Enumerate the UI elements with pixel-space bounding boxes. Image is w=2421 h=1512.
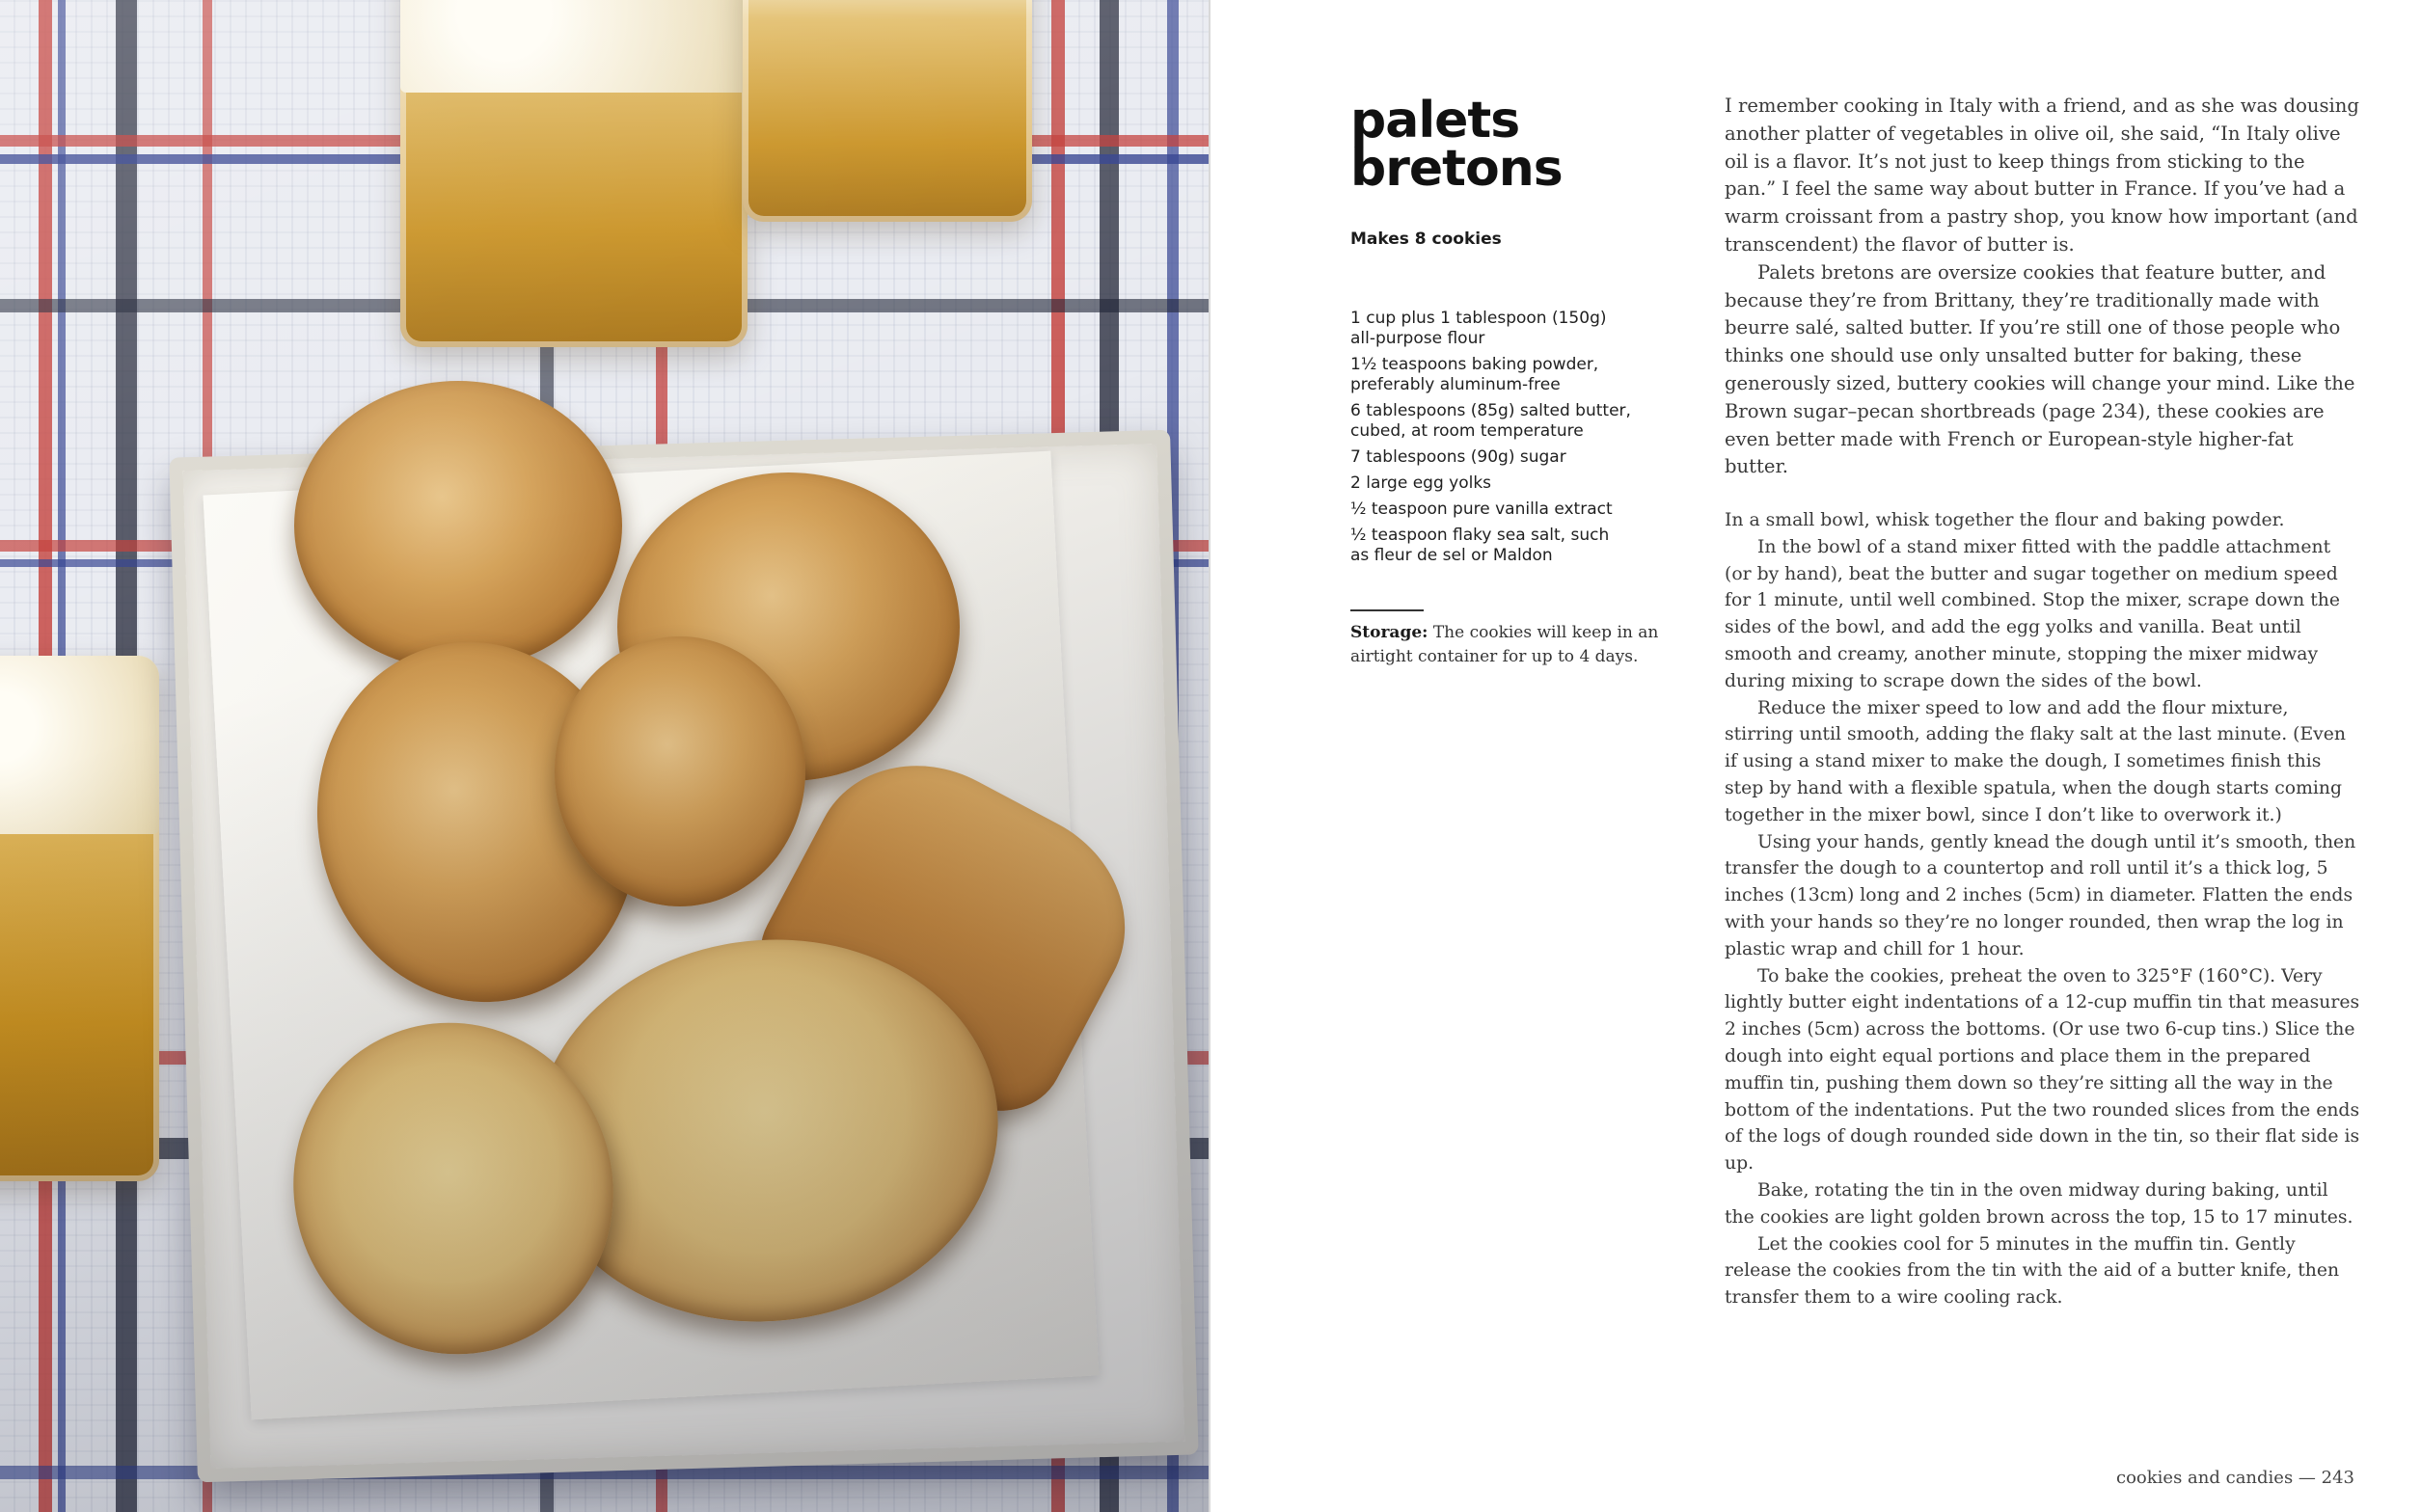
ingredient-item: 1 cup plus 1 tablespoon (150g) all-purpose flour bbox=[1350, 309, 1607, 348]
method-step: Using your hands, gently knead the dough until it’s smooth, then transfer the dough to a countertop and roll until it’s a thick log, 5 inches (13cm) long and 2 inches (5cm) in diameter. Flatten the ends with your hands so they’re no longer rounded, then wrap the log in plastic wrap and chill for 1 hour. bbox=[1725, 831, 2356, 959]
recipe-introduction bbox=[1725, 93, 2361, 481]
storage-note bbox=[1350, 621, 1669, 669]
ingredient-list bbox=[1350, 309, 1659, 572]
storage-label: Storage: bbox=[1350, 623, 1428, 642]
ingredient-item: ½ teaspoon flaky sea salt, such as fleur de sel or Maldon bbox=[1350, 526, 1610, 565]
method-step: In a small bowl, whisk together the flour and baking powder. bbox=[1725, 510, 2285, 530]
ingredient-item: 6 tablespoons (85g) salted butter, cubed, at room temperature bbox=[1350, 401, 1631, 441]
ingredient-item: ½ teaspoon pure vanilla extract bbox=[1350, 500, 1613, 519]
ingredient-item: 7 tablespoons (90g) sugar bbox=[1350, 447, 1566, 467]
storage-text: The cookies will keep in an airtight container for up to 4 days. bbox=[1350, 623, 1659, 666]
page-folio: cookies and candies — 243 bbox=[2116, 1468, 2354, 1488]
method-step: Reduce the mixer speed to low and add the flour mixture, stirring until smooth, adding the flaky salt at the last minute. (Even if using a stand mixer to make the dough, I sometimes finish this step by hand with a flexible spatula, when the dough starts coming together in the mixer bowl, since I don’t like to overwork it.) bbox=[1725, 697, 2346, 825]
recipe-title: palets bretons bbox=[1350, 92, 1563, 198]
method-step: In the bowl of a stand mixer fitted with the paddle attachment (or by hand), beat the butter and sugar together on medium speed for 1 minute, until well combined. Stop the mixer, scrape down the sides of the bowl, and add the egg yolks and vanilla. Beat until smooth and creamy, another minute, stopping the mixer midway during mixing to scrape down the sides of the bowl. bbox=[1725, 536, 2340, 691]
method-step: Let the cookies cool for 5 minutes in the muffin tin. Gently release the cookies from the tin with the aid of a butter knife, then transfer them to a wire cooling rack. bbox=[1725, 1233, 2340, 1309]
ingredient-item: 2 large egg yolks bbox=[1350, 473, 1492, 493]
section-divider bbox=[1350, 609, 1424, 611]
method-step: Bake, rotating the tin in the oven midway during baking, until the cookies are light golden brown across the top, 15 to 17 minutes. bbox=[1725, 1179, 2353, 1228]
page-gutter bbox=[1209, 0, 1210, 1512]
ingredient-item: 1½ teaspoons baking powder, preferably aluminum-free bbox=[1350, 355, 1599, 394]
intro-paragraph: I remember cooking in Italy with a friend, and as she was dousing another platter of vegetables in olive oil, she said, “In Italy olive oil is a flavor. It’s not just to keep things from sticking to the pan.” I feel the same way about butter in France. If you’ve had a warm croissant from a pastry shop, you know how important (and transcendent) the flavor of butter is. bbox=[1725, 94, 2359, 256]
light-shadow bbox=[0, 0, 1209, 1512]
recipe-method bbox=[1725, 507, 2361, 1311]
intro-paragraph: Palets bretons are oversize cookies that feature butter, and because they’re from Brittany, they’re traditionally made with beurre salé, salted butter. If you’re still one of those people who thinks one should use only unsalted butter for baking, these generously sized, buttery cookies will change your mind. Like the Brown sugar–pecan shortbreads (page 234), these cookies are even better made with French or European-style higher-fat butter. bbox=[1725, 260, 2355, 478]
cookie-photo bbox=[0, 0, 1209, 1512]
method-step: To bake the cookies, preheat the oven to 325°F (160°C). Very lightly butter eight indentations of a 12-cup muffin tin that measures 2 inches (5cm) across the bottoms. (Or use two 6-cup tins.) Slice the dough into eight equal portions and place them in the prepared muffin tin, pushing them down so they’re sitting all the way in the bottom of the indentations. Put the two rounded slices from the ends of the logs of dough rounded side down in the tin, so their flat side is up. bbox=[1725, 965, 2360, 1174]
recipe-yield: Makes 8 cookies bbox=[1350, 230, 1502, 249]
